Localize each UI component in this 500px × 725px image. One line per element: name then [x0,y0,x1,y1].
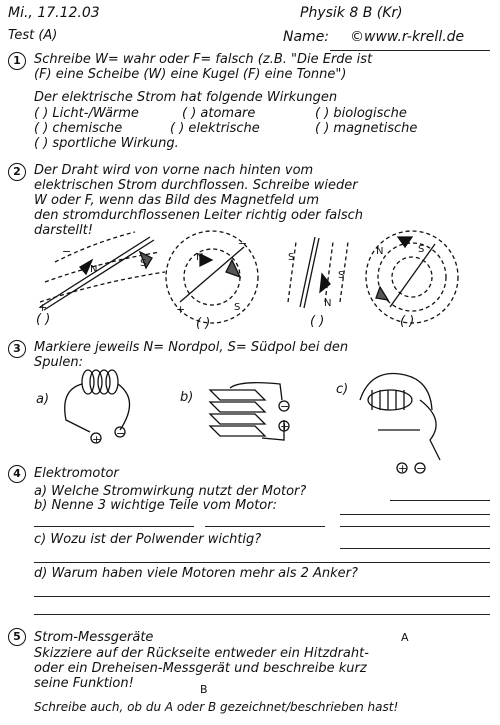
fig1-north: N [90,264,98,275]
q4a-answer-line [390,500,490,501]
question-4-number: 4 [8,465,26,483]
q1-option-electric: ( ) elektrische [170,121,260,136]
q3-line-2: Spulen: [34,355,83,370]
coil-c-label: c) [336,382,349,397]
magnetic-field-figures [0,232,500,332]
coil-b-minus: − [280,400,290,413]
fig4-south: S [418,244,425,255]
q5-title: Strom-Messgeräte [34,630,154,645]
q5-mark-b: B [200,683,208,696]
name-label: Name: [283,29,330,45]
fig1-answer-box: ( ) [36,312,51,327]
fig2-plus: + [176,303,186,316]
fig2-answer-box: ( ) [196,316,211,331]
question-1-number: 1 [8,52,26,70]
q2-line-1: Der Draht wird von vorne nach hinten vom [34,163,314,178]
q5-mark-a: A [401,631,409,644]
question-5-number: 5 [8,628,26,646]
subject-label: Physik 8 B (Kr) [300,5,403,21]
coil-a-label: a) [36,392,50,407]
fig1-plus: + [38,301,48,314]
q4-question-d: d) Warum haben viele Motoren mehr als 2 Anker? [34,566,358,581]
q5-line-2: oder ein Dreheisen-Messgerät und beschreibe kurz [34,661,367,676]
coil-a-minus: − [116,427,126,440]
coil-b-plus: + [280,420,290,433]
q4-question-c: c) Wozu ist der Polwender wichtig? [34,532,262,547]
fig3-south-top: S [288,252,295,263]
q5-line-4: Schreibe auch, ob du A oder B gezeichnet/beschrieben hast! [34,700,399,714]
q4-title: Elektromotor [34,466,119,481]
fig4-answer-box: ( ) [400,314,415,329]
q4b-answer-line-4 [340,526,490,527]
fig2-north: N [196,252,204,263]
q4c-answer-line-2 [34,562,490,563]
test-date: Mi., 17.12.03 [8,5,100,21]
q5-line-3: seine Funktion! [34,676,134,691]
fig1-minus: − [62,245,72,258]
test-version: Test (A) [8,28,58,43]
q4b-answer-line-2 [34,526,194,527]
q1-option-biological: ( ) biologische [315,106,407,121]
q4b-answer-line-1 [340,514,490,515]
q1-line-3: Der elektrische Strom hat folgende Wirkungen [34,90,338,105]
q2-line-3: W oder F, wenn das Bild des Magnetfeld um [34,193,320,208]
coil-a-plus: + [92,433,102,446]
q1-option-magnetic: ( ) magnetische [315,121,418,136]
coil-c-plus: + [398,462,408,475]
coil-c-minus: − [416,462,426,475]
q1-option-atomic: ( ) atomare [182,106,256,121]
q3-line-1: Markiere jeweils N= Nordpol, S= Südpol bei den [34,340,349,355]
q1-line-1: Schreibe W= wahr oder F= falsch (z.B. "Die Erde ist [34,52,373,67]
name-line [330,50,490,51]
q4-question-b: b) Nenne 3 wichtige Teile vom Motor: [34,498,277,513]
question-2-number: 2 [8,163,26,181]
q4b-answer-line-3 [205,526,325,527]
fig2-south: S [234,302,241,313]
q2-line-2: elektrischen Strom durchflossen. Schreibe wieder [34,178,358,193]
q1-option-chemical: ( ) chemische [34,121,123,136]
fig1-south: S [140,258,147,269]
q1-option-sport: ( ) sportliche Wirkung. [34,136,179,151]
q4d-answer-line-2 [34,614,490,615]
coil-b-label: b) [180,390,194,405]
q1-option-light: ( ) Licht-/Wärme [34,106,139,121]
q4c-answer-line-1 [340,548,490,549]
q4d-answer-line-1 [34,596,490,597]
copyright-url: ©www.r-krell.de [350,29,465,45]
q2-line-4: den stromdurchflossenen Leiter richtig oder falsch [34,208,364,223]
fig3-answer-box: ( ) [310,314,325,329]
fig2-minus: − [238,237,248,250]
q2-line-5: darstellt! [34,223,93,238]
q5-line-1: Skizziere auf der Rückseite entweder ein Hitzdraht- [34,646,369,661]
fig4-north: N [376,246,384,257]
q1-line-2: (F) eine Scheibe (W) eine Kugel (F) eine Tonne") [34,67,347,82]
fig3-south: S [338,270,345,281]
question-3-number: 3 [8,340,26,358]
q4-question-a: a) Welche Stromwirkung nutzt der Motor? [34,484,307,499]
fig3-north: N [324,298,332,309]
coil-figures [0,360,500,470]
